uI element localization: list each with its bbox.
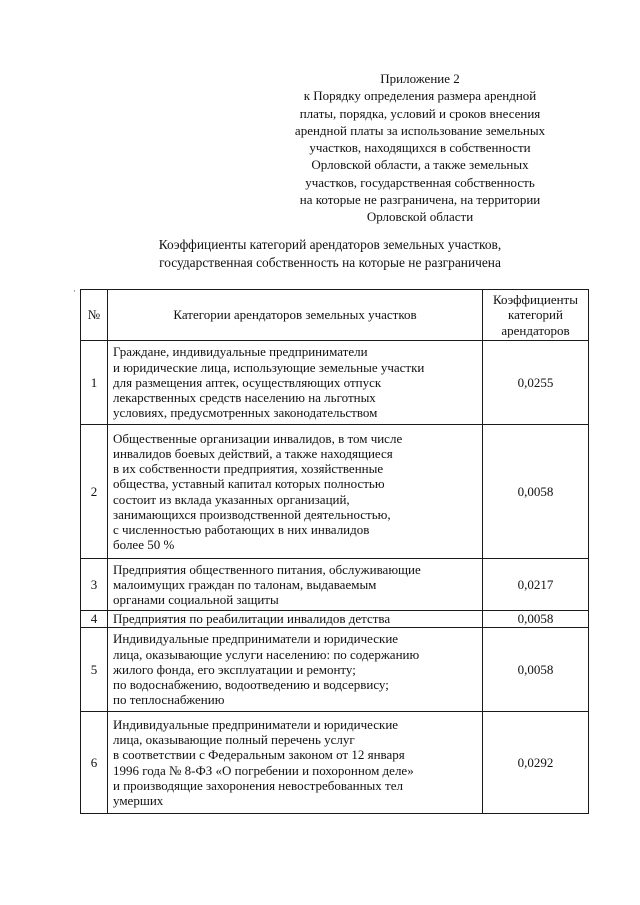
row-num: 2 bbox=[81, 425, 108, 559]
category-line: для размещения аптек, осуществляющих отпуск bbox=[113, 374, 382, 390]
document-title bbox=[100, 236, 560, 272]
appendix-line: Орловской области, а также земельных bbox=[311, 157, 529, 173]
category-line: и юридические лица, использующие земельные участки bbox=[113, 359, 425, 375]
category-line: жилого фонда, его эксплуатации и ремонту; bbox=[113, 661, 356, 677]
row-category bbox=[108, 712, 483, 814]
appendix-line: участков, находящихся в собственности bbox=[309, 140, 531, 156]
category-line: Общественные организации инвалидов, в том числе bbox=[113, 430, 403, 446]
category-line: Индивидуальные предприниматели и юридические bbox=[113, 631, 399, 647]
header-category: Категории арендаторов земельных участков bbox=[108, 290, 483, 341]
row-num: 4 bbox=[81, 611, 108, 628]
row-category bbox=[108, 611, 483, 628]
row-coef: 0,0292 bbox=[483, 712, 589, 814]
table-row bbox=[81, 559, 589, 611]
table-row bbox=[81, 611, 589, 628]
row-coef: 0,0058 bbox=[483, 628, 589, 712]
appendix-header bbox=[255, 70, 585, 226]
appendix-line: платы, порядка, условий и сроков внесения bbox=[299, 105, 541, 121]
row-category bbox=[108, 425, 483, 559]
row-coef: 0,0217 bbox=[483, 559, 589, 611]
table-header-row bbox=[81, 290, 589, 341]
coefficients-table bbox=[80, 289, 589, 814]
scan-mark: · bbox=[73, 286, 76, 296]
category-line: Индивидуальные предприниматели и юридические bbox=[113, 716, 399, 732]
appendix-line: Приложение 2 bbox=[380, 71, 460, 86]
category-line: органами социальной защиты bbox=[113, 592, 279, 608]
row-category bbox=[108, 559, 483, 611]
header-coef: Коэффициенты категорий арендаторов bbox=[483, 290, 589, 341]
row-coef: 0,0255 bbox=[483, 341, 589, 425]
header-num: № bbox=[81, 290, 108, 341]
category-line: по водоснабжению, водоотведению и водсервису; bbox=[113, 677, 389, 693]
row-category bbox=[108, 628, 483, 712]
category-line: Предприятия общественного питания, обслуживающие bbox=[113, 561, 421, 577]
row-coef: 0,0058 bbox=[483, 611, 589, 628]
appendix-line: на которые не разграничена, на территории bbox=[299, 192, 541, 208]
category-line: более 50 % bbox=[113, 537, 175, 553]
category-line: 1996 года № 8-ФЗ «О погребении и похоронном деле» bbox=[113, 762, 414, 778]
category-line: состоит из вклада указанных организаций, bbox=[113, 491, 350, 507]
category-line: условиях, предусмотренных законодательством bbox=[113, 405, 378, 421]
category-line: Граждане, индивидуальные предприниматели bbox=[113, 344, 368, 360]
category-line: лица, оказывающие услуги населению: по содержанию bbox=[113, 646, 420, 662]
category-line: лекарственных средств населению на льготных bbox=[113, 390, 376, 406]
table-row bbox=[81, 425, 589, 559]
category-line: в соответствии с Федеральным законом от 12 января bbox=[113, 747, 405, 763]
category-line: с численностью работающих в них инвалидов bbox=[113, 521, 370, 537]
category-line: в их собственности предприятия, хозяйственные bbox=[113, 461, 384, 477]
category-line: инвалидов боевых действий, а также находящиеся bbox=[113, 445, 393, 461]
row-num: 3 bbox=[81, 559, 108, 611]
appendix-line: к Порядку определения размера арендной bbox=[303, 88, 537, 104]
category-line: и производящие захоронения невостребованных тел bbox=[113, 777, 403, 793]
row-num: 5 bbox=[81, 628, 108, 712]
category-line: по теплоснабжению bbox=[113, 692, 225, 708]
category-line: занимающихся производственной деятельностью, bbox=[113, 506, 391, 522]
title-line: Коэффициенты категорий арендаторов земельных участков, bbox=[158, 237, 502, 252]
appendix-line: участков, государственная собственность bbox=[305, 174, 535, 190]
appendix-line: арендной платы за использование земельных bbox=[294, 122, 546, 138]
category-line: лица, оказывающие полный перечень услуг bbox=[113, 732, 355, 748]
category-line: общества, уставный капитал которых полностью bbox=[113, 476, 385, 492]
row-coef: 0,0058 bbox=[483, 425, 589, 559]
appendix-line: Орловской области bbox=[366, 209, 474, 225]
row-num: 6 bbox=[81, 712, 108, 814]
category-line: умерших bbox=[113, 792, 164, 808]
title-line: государственная собственность на которые не разграничена bbox=[159, 255, 501, 270]
table-row bbox=[81, 712, 589, 814]
category-line: Предприятия по реабилитации инвалидов детства bbox=[113, 611, 391, 627]
table-row bbox=[81, 341, 589, 425]
table-row bbox=[81, 628, 589, 712]
category-line: малоимущих граждан по талонам, выдаваемым bbox=[113, 576, 377, 592]
row-num: 1 bbox=[81, 341, 108, 425]
row-category bbox=[108, 341, 483, 425]
